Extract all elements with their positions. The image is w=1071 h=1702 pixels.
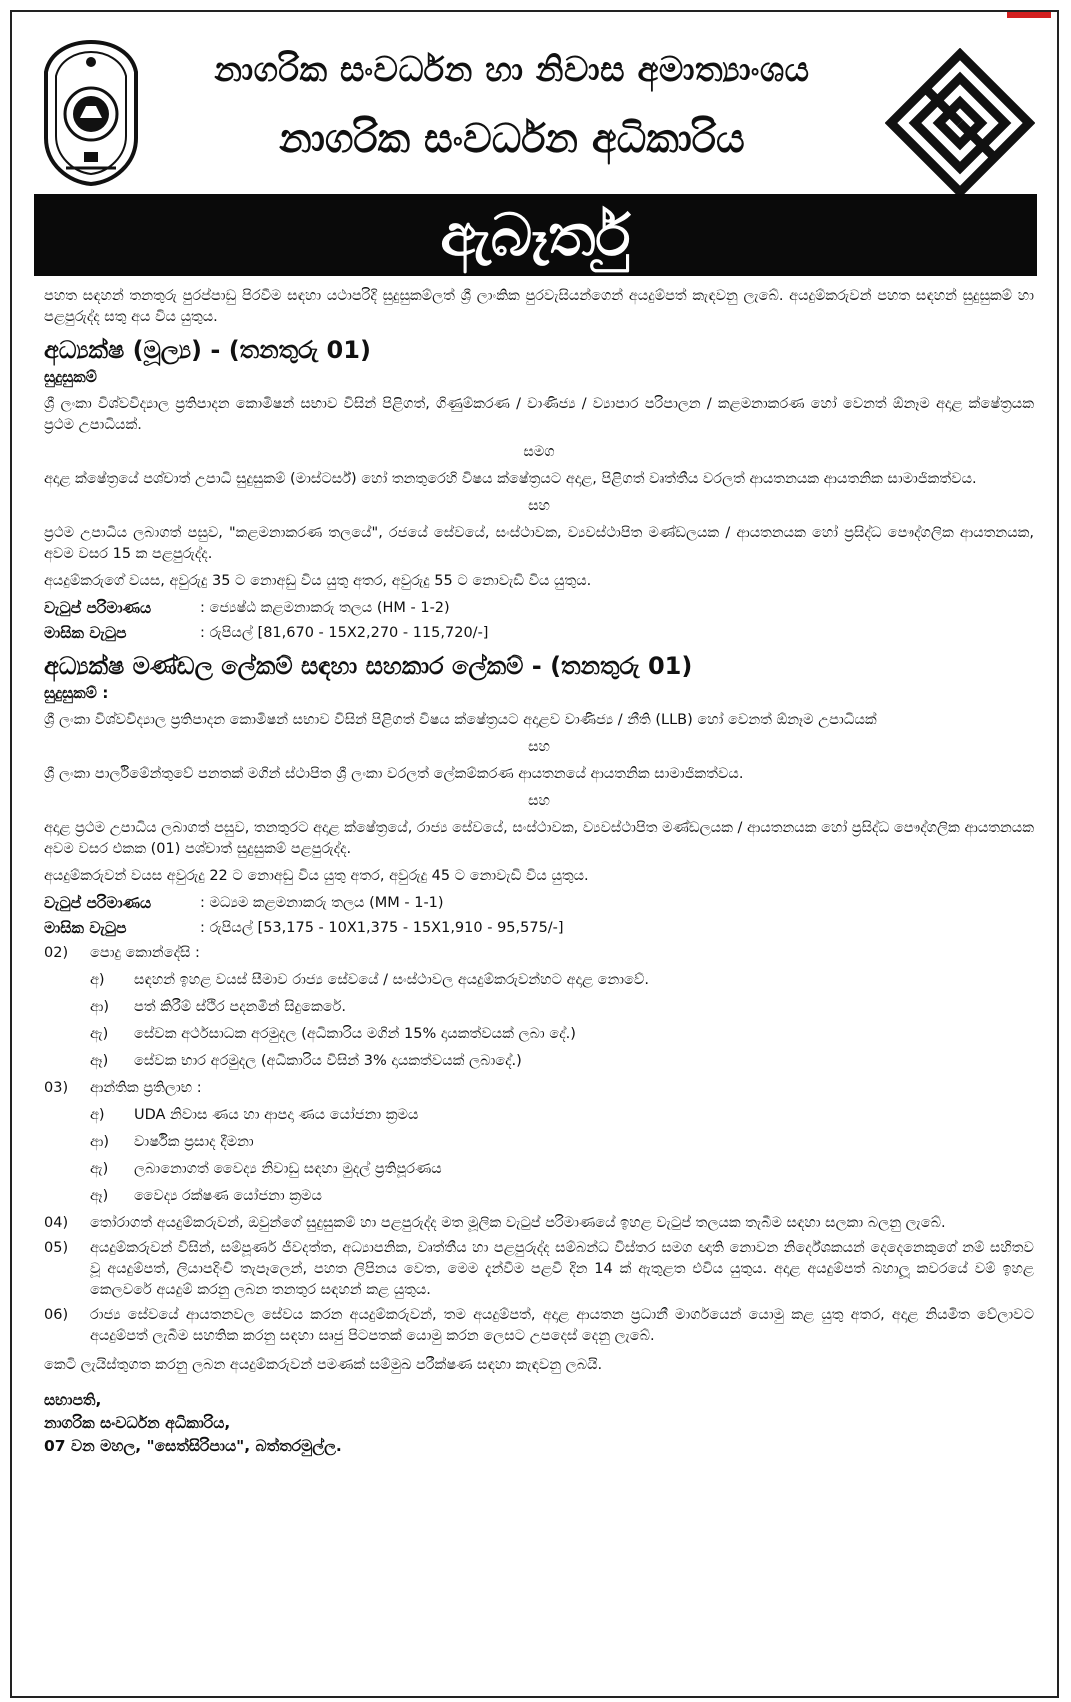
authority-name: නාගරික සංවර්ධන අධිකාරිය bbox=[279, 116, 745, 162]
section-title: පොදු කොන්දේසි : bbox=[90, 945, 200, 961]
post2-qualification-1: ශ්‍රී ලංකා විශ්වවිද්‍යාල ප්‍රතිපාදන කොමිෂන් සභාව විසින් පිළිගත් විෂය ක්ෂේත්‍රයට අදාළව වාණිජ්‍ය / නීති (LLB) හෝ වෙනත් ඕනෑම උපාධියක් bbox=[44, 712, 877, 728]
post2-age: අයදුම්කරුවන් වයස අවුරුදු 22 ට නොඅඩු විය යුතු අතර, අවුරුදු 45 ට නොවැඩි විය යුතුය. bbox=[44, 868, 589, 884]
general-condition-item bbox=[90, 997, 1034, 1018]
item-letter: ඇ) bbox=[90, 1161, 109, 1177]
advertisement-page bbox=[10, 10, 1059, 1698]
uda-logo-icon bbox=[885, 48, 1035, 198]
item-text: පත් කිරීම් ස්ථිර පදනමින් සිදුකෙරේ. bbox=[134, 999, 346, 1015]
ministry-name: නාගරික සංවර්ධන හා නිවාස අමාත්‍යාංශය bbox=[214, 50, 810, 90]
section-04 bbox=[44, 1213, 1034, 1234]
section-05 bbox=[44, 1238, 1034, 1301]
section-06 bbox=[44, 1305, 1034, 1347]
post1-salary-scale bbox=[44, 598, 1034, 619]
item-text: ලබානොගත් වෛද්‍ය නිවාඩු සඳහා මුදල් ප්‍රතිපූරණය bbox=[134, 1161, 442, 1177]
post1-qualification-2: අදාළ ක්ෂේත්‍රයේ පශ්චාත් උපාධි සුදුසුකම් (මාස්ටර්ස්) හෝ තනතුරෙහි විෂය ක්ෂේත්‍රයට අදාළ, පිළිගත් වෘත්තීය වරලත් ආයතනයක ආයතනික සාමාජිකත්වය. bbox=[44, 471, 977, 487]
post2-separator-1: සහ bbox=[528, 739, 550, 755]
benefit-item bbox=[90, 1132, 1034, 1153]
section-title: ආන්තික ප්‍රතිලාභ : bbox=[90, 1080, 202, 1096]
section-number: 04) bbox=[44, 1215, 69, 1231]
post1-title: අධ්‍යක්ෂ (මූල්‍ය) - (තනතුරු 01) bbox=[44, 336, 371, 364]
monthly-salary-label: මාසික වැටුප bbox=[44, 624, 127, 642]
item-text: සේවක අර්ථසාධක අරමුදල (අධිකාරිය මගින් 15% දායකත්වයක් ලබා දේ.) bbox=[134, 1026, 576, 1042]
advertisement-body bbox=[44, 286, 1034, 1459]
salary-scale-value: : මධ්‍යම කළමනාකරු තලය (MM - 1-1) bbox=[200, 895, 444, 911]
section-number: 03) bbox=[44, 1080, 69, 1096]
item-text: සේවක භාර අරමුදල (අධිකාරිය විසින් 3% දායකත්වයක් ලබාදේ.) bbox=[134, 1053, 522, 1069]
monthly-salary-value: : රුපියල් [53,175 - 10X1,375 - 15X1,910 - 95,575/-] bbox=[200, 920, 564, 936]
post2-qualification-3: අදාළ ප්‍රථම උපාධිය ලබාගත් පසුව, තනතුරට අදාළ ක්ෂේත්‍රයේ, රාජ්‍ය සේවයේ, සංස්ථාවක, ව්‍යවස්ථාපිත මණ්ඩලයක / ආයතනයක හෝ ප්‍රසිද්ධ පෞද්ගලික ආයතනයක අවම වසර එකක (01) පශ්චාත් සුදුසුකම් පළපුරුද්ද. bbox=[44, 820, 1034, 857]
section-text: තෝරාගත් අයදුම්කරුවන්, ඔවුන්ගේ සුදුසුකම් හා පළපුරුද්ද මත මූලික වැටුප් පරිමාණයේ ඉහළ වැටුප් තලයක තැබීම සඳහා සලකා බලනු ලැබේ. bbox=[90, 1215, 946, 1231]
item-letter: අ) bbox=[90, 972, 105, 988]
item-text: වෛද්‍ය රක්ෂණ යෝජනා ක්‍රමය bbox=[134, 1188, 322, 1204]
item-text: වාර්ෂික ප්‍රසාද දීමනා bbox=[134, 1134, 254, 1150]
benefit-item bbox=[90, 1186, 1034, 1207]
item-text: UDA නිවාස ණය හා ආපදා ණය යෝජනා ක්‍රමය bbox=[134, 1107, 419, 1123]
item-letter: අ) bbox=[90, 1107, 105, 1123]
post2-qualifications-heading: සුදුසුකම් : bbox=[44, 684, 109, 702]
item-letter: ඈ) bbox=[90, 1053, 109, 1069]
vacancies-banner: ඇබෑර්තු bbox=[34, 194, 1037, 276]
section-number: 05) bbox=[44, 1240, 69, 1256]
item-letter: ඇ) bbox=[90, 1026, 109, 1042]
monthly-salary-value: : රුපියල් [81,670 - 15X2,270 - 115,720/-] bbox=[200, 625, 489, 641]
header bbox=[12, 12, 1057, 194]
national-emblem-icon bbox=[36, 38, 146, 188]
section-number: 02) bbox=[44, 945, 69, 961]
salary-scale-value: : ජ්‍යෙෂ්ඨ කළමනාකරු තලය (HM - 1-2) bbox=[200, 600, 450, 616]
benefit-item bbox=[90, 1159, 1034, 1180]
salary-scale-label: වැටුප් පරිමාණය bbox=[44, 894, 152, 912]
intro-text: පහත සඳහන් තනතුරු පුරප්පාඩු පිරවීම සඳහා යථාපරිදි සුදුසුකම්ලත් ශ්‍රී ලාංකික පුරවැසියන්ගෙන් අයදුම්පත් කැඳවනු ලැබේ. අයදුම්කරුවන් පහත සඳහන් සුදුසුකම් හා පළපුරුද්ද සතු අය විය යුතුය. bbox=[44, 288, 1034, 325]
item-letter: ආ) bbox=[90, 1134, 110, 1150]
item-text: සඳහන් ඉහළ වයස් සීමාව රාජ්‍ය සේවයේ / සංස්ථාවල අයදුම්කරුවන්හට අදාළ නොවේ. bbox=[134, 972, 649, 988]
post2-monthly-salary bbox=[44, 918, 1034, 939]
general-condition-item bbox=[90, 1051, 1034, 1072]
post2-qualification-2: ශ්‍රී ලංකා පාර්ලිමේන්තුවේ පනතක් මගින් ස්ථාපිත ශ්‍රී ලංකා වරලත් ලේකම්කරණ ආයතනයේ ආයතනික සාමාජිකත්වය. bbox=[44, 766, 744, 782]
post1-separator-1: සමග bbox=[523, 444, 555, 460]
salary-scale-label: වැටුප් පරිමාණය bbox=[44, 599, 152, 617]
post1-monthly-salary bbox=[44, 623, 1034, 644]
signature-block bbox=[44, 1390, 1034, 1457]
monthly-salary-label: මාසික වැටුප bbox=[44, 919, 127, 937]
section-text: අයදුම්කරුවන් විසින්, සම්පූර්ණ ජීවදත්ත, අධ්‍යාපනික, වෘත්තීය හා පළපුරුද්ද සම්බන්ධ විස්තර සමග ඥාති නොවන නිර්දේශකයන් දෙදෙනෙකුගේ නම් සහිතව වූ අයදුම්පත්, ලියාපදිංචි තැපෑලෙන්, පහත ලිපිනය වෙත, මෙම දැන්වීම පළවී දින 14 ක් ඇතුළත එවිය යුතුය. අදාළ අයදුම්පත් බහාලූ කවරයේ වම් ඉහළ කෙලවරේ අයදුම් කරනු ලබන තනතුර සඳහන් කළ යුතුය. bbox=[90, 1240, 1034, 1298]
post1-qualifications-heading: සුදුසුකම් bbox=[44, 368, 97, 386]
benefit-item bbox=[90, 1105, 1034, 1126]
benefits-heading bbox=[44, 1078, 1034, 1099]
signature-line-2: නාගරික සංවර්ධන අධිකාරිය, bbox=[44, 1414, 231, 1432]
post1-age: අයදුම්කරුගේ වයස, අවුරුදු 35 ට නොඅඩු විය යුතු අතර, අවුරුදු 55 ට නොවැඩි විය යුතුය. bbox=[44, 573, 592, 589]
section-text: රාජ්‍ය සේවයේ ආයතනවල සේවය කරන අයදුම්කරුවන්, තම අයදුම්පත්, අදාළ ආයතන ප්‍රධානී මාර්ගයෙන් යොමු කළ යුතු අතර, අදාළ නියමිත වේලාවට අයදුම්පත් ලැබීම සහතික කරනු සඳහා සෘජු පිටපතක් යොමු කරන ලෙසට උපදෙස් දෙනු ලැබේ. bbox=[90, 1307, 1034, 1344]
post2-title: අධ්‍යක්ෂ මණ්ඩල ලේකම් සඳහා සහකාර ලේකම් - (තනතුරු 01) bbox=[44, 652, 693, 680]
section-number: 06) bbox=[44, 1307, 69, 1323]
signature-line-3: 07 වන මහල, "සෙත්සිරිපාය", බත්තරමුල්ල. bbox=[44, 1437, 342, 1455]
post2-salary-scale bbox=[44, 893, 1034, 914]
signature-line-1: සභාපති, bbox=[44, 1391, 102, 1409]
general-conditions-heading bbox=[44, 943, 1034, 964]
post1-qualification-1: ශ්‍රී ලංකා විශ්වවිද්‍යාල ප්‍රතිපාදන කොමිෂන් සභාව විසින් පිළිගත්, ගිණුම්කරණ / වාණිජ්‍ය / ව්‍යාපාර පරිපාලන / කළමනාකරණ හෝ වෙනත් ඕනෑම අදාළ ක්ෂේත්‍රයක ප්‍රථම උපාධියක්. bbox=[44, 396, 1034, 433]
item-letter: ඈ) bbox=[90, 1188, 109, 1204]
item-letter: ආ) bbox=[90, 999, 110, 1015]
general-condition-item bbox=[90, 970, 1034, 991]
post1-qualification-3: ප්‍රථම උපාධිය ලබාගත් පසුව, "කළමනාකරණ තලයේ", රජයේ සේවයේ, සංස්ථාවක, ව්‍යවස්ථාපිත මණ්ඩලයක / ආයතනයක හෝ ප්‍රසිද්ධ පෞද්ගලික ආයතනයක, අවම වසර 15 ක පළපුරුද්ද. bbox=[44, 525, 1034, 562]
post1-separator-2: සහ bbox=[528, 498, 550, 514]
general-condition-item bbox=[90, 1024, 1034, 1045]
post2-separator-2: සහ bbox=[528, 793, 550, 809]
closing-note: කෙටි ලැයිස්තුගත කරනු ලබන අයදුම්කරුවන් පමණක් සම්මුඛ පරීක්ෂණ සඳහා කැඳවනු ලබයි. bbox=[44, 1357, 603, 1373]
